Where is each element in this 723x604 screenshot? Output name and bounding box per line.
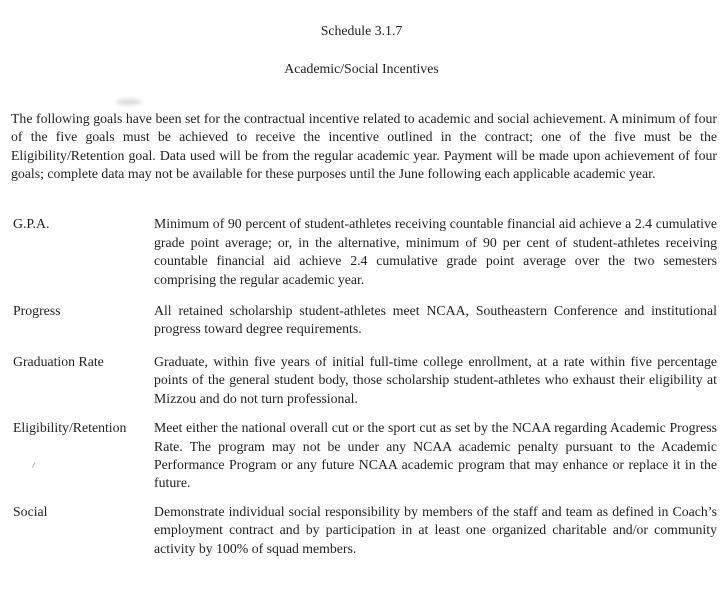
intro-paragraph: The following goals have been set for the contractual incentive related to academic and social achievement. A minimum of four of the five goals must be achieved to receive the incentive outlined in the contract; one of the five must be the Eligibility/Retention goal. Data used will be from the regular academic year. Payment will be made upon achievement of four goals; complete data may not be available for these purposes until the June following each applicable academic year. (11, 110, 717, 182)
document-subtitle: Academic/Social Incentives (284, 61, 439, 77)
scan-smudge-artifact (116, 99, 142, 105)
goal-row-eligibility-retention (0, 419, 723, 493)
goal-label-eligibility-retention: Eligibility/Retention (13, 420, 127, 436)
goal-label-gpa: G.P.A. (13, 216, 50, 232)
goal-label-progress: Progress (13, 303, 61, 319)
goal-row-progress (0, 302, 723, 339)
goal-label-social: Social (13, 503, 48, 519)
goal-description-gpa: Minimum of 90 percent of student-athletes receiving countable financial aid achieve a 2.4 cumulative grade point average; or, in the alternative, minimum of 90 per cent of student-athletes receiving countable financial aid achieve 2.4 cumulative grade point average over the two semesters comprising the regular academic year. (154, 216, 717, 287)
goal-row-gpa (0, 215, 723, 289)
goal-description-eligibility-retention: Meet either the national overall cut or the sport cut as set by the NCAA regarding Academic Progress Rate. The program may not be under any NCAA academic penalty pursuant to the Academic Performance Program or any future NCAA academic program that may enhance or replace it in the future. (154, 420, 717, 491)
goal-row-social (0, 503, 723, 558)
goal-description-social: Demonstrate individual social responsibility by members of the staff and team as defined in Coach’s employment contract and by participation in at least one organized charitable and/or community activity by 100% of squad members. (154, 503, 717, 556)
goal-label-graduation-rate: Graduation Rate (13, 353, 104, 369)
goal-description-graduation-rate: Graduate, within five years of initial full-time college enrollment, at a rate within five percentage points of the general student body, those scholarship student-athletes who exhaust their eligibility at Mizzou and do not turn professional. (154, 353, 717, 406)
goal-row-graduation-rate (0, 353, 723, 408)
goal-description-progress: All retained scholarship student-athletes meet NCAA, Southeastern Conference and institutional progress toward degree requirements. (154, 303, 717, 337)
document-title: Schedule 3.1.7 (320, 23, 403, 38)
goals-list (0, 215, 723, 558)
